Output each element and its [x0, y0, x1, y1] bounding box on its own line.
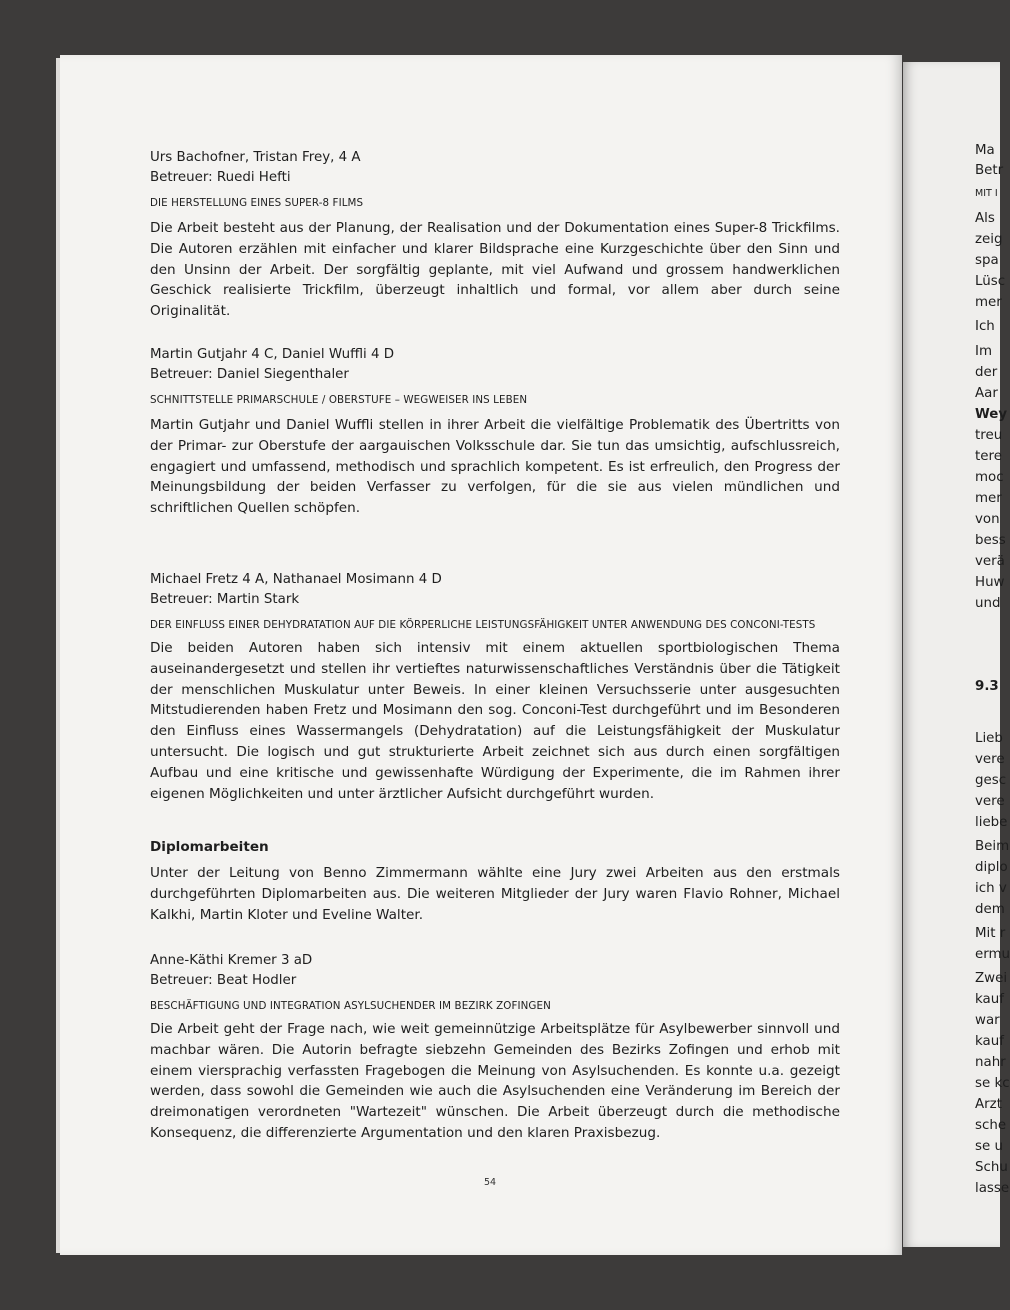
entry-title: DIE HERSTELLUNG EINES SUPER-8 FILMS	[150, 197, 364, 209]
right-page-text-fragment: moc	[975, 470, 1004, 485]
right-page-text-fragment: Wey	[975, 407, 1008, 422]
right-page-text-fragment: Huw	[975, 575, 1005, 590]
entry-title: DER EINFLUSS EINER DEHYDRATATION AUF DIE KÖRPERLICHE LEISTUNGSFÄHIGKEIT UNTER ANWENDUNG DES CONCONI-TESTS	[150, 619, 816, 631]
right-page-text-fragment: kauf	[975, 992, 1004, 1007]
entry-4	[150, 951, 840, 1144]
entry-advisor: Betreuer: Martin Stark	[150, 592, 300, 607]
right-page-text-fragment: nahr	[975, 1055, 1006, 1070]
diplom-section	[150, 837, 840, 925]
right-page-text-fragment: tere	[975, 449, 1002, 464]
right-page-text-fragment: bess	[975, 533, 1006, 548]
right-page-text-fragment: gesc	[975, 773, 1007, 788]
entry-3	[150, 570, 840, 804]
entry-authors: Martin Gutjahr 4 C, Daniel Wuffli 4 D	[150, 347, 395, 362]
right-page-text-fragment: zeig	[975, 232, 1003, 247]
right-page-text-fragment: war	[975, 1013, 1000, 1028]
right-page-text-fragment: ermu	[975, 947, 1010, 962]
right-page-text-fragment: mer	[975, 295, 1002, 310]
entry-advisor: Betreuer: Daniel Siegenthaler	[150, 367, 349, 382]
right-page-text-fragment: MIT I	[975, 188, 998, 199]
entry-advisor: Betreuer: Beat Hodler	[150, 973, 297, 988]
entry-text: Die Arbeit geht der Frage nach, wie weit gemeinnützige Arbeitsplätze für Asylbewerber sinnvoll und machbar wären. Die Autorin befragte siebzehn Gemeinden des Bezirks Zofingen und erhob mit einem viersprachig verfassten Fragebogen die Meinung von Asylsuchenden. Es konnte u.a. gezeigt werden, dass sowohl die Gemeinden wie auch die Asylsuchenden eine Veränderung im Bereich der dreimonatigen verordneten "Wartezeit" wünschen. Die Arbeit überzeugt durch die methodische Konsequenz, die differenzierte Argumentation und den klaren Praxisbezug.	[150, 1021, 840, 1141]
right-page-text-fragment: vere	[975, 794, 1005, 809]
right-page-text-fragment: Schu	[975, 1160, 1008, 1175]
right-page-text-fragment: spa	[975, 253, 999, 268]
right-page-text-fragment: dem	[975, 902, 1005, 917]
right-page-text-fragment: 9.3	[975, 679, 999, 694]
right-page-text-fragment: Arzt	[975, 1097, 1002, 1112]
entry-2	[150, 345, 840, 519]
entry-authors: Anne-Käthi Kremer 3 aD	[150, 953, 313, 968]
right-page-text-fragment: verä	[975, 554, 1005, 569]
entry-title: SCHNITTSTELLE PRIMARSCHULE / OBERSTUFE – WEGWEISER INS LEBEN	[150, 394, 528, 406]
right-page-text-fragment: se u	[975, 1139, 1003, 1154]
right-page-text-fragment: Zwei	[975, 971, 1008, 986]
entry-title: BESCHÄFTIGUNG UND INTEGRATION ASYLSUCHENDER IM BEZIRK ZOFINGEN	[150, 1000, 551, 1012]
entry-text: Die Arbeit besteht aus der Planung, der Realisation und der Dokumentation eines Super-8 Trickfilms. Die Autoren erzählen mit einfacher und klarer Bildsprache eine Kurzgeschichte über den Sinn und den Unsinn der Arbeit. Der sorgfältig geplante, mit viel Aufwand und grossem handwerklichen Geschick realisierte Trickfilm, überzeugt inhaltlich und formal, vor allem aber durch seine Originalität.	[150, 220, 840, 320]
section-heading: Diplomarbeiten	[150, 839, 269, 855]
right-page	[903, 62, 1010, 1247]
entry-authors: Urs Bachofner, Tristan Frey, 4 A	[150, 150, 361, 165]
right-page-text-fragment: Im	[975, 344, 992, 359]
section-text: Unter der Leitung von Benno Zimmermann wählte eine Jury zwei Arbeiten aus den erstmals durchgeführten Diplomarbeiten aus. Die weiteren Mitglieder der Jury waren Flavio Rohner, Michael Kalkhi, Martin Kloter und Eveline Walter.	[150, 865, 840, 923]
right-page-text-fragment: von	[975, 512, 1000, 527]
right-page-text-fragment: Lüsc	[975, 274, 1006, 289]
right-page-text-fragment: diplo	[975, 860, 1008, 875]
right-page-text-fragment: Aar	[975, 386, 998, 401]
entry-authors: Michael Fretz 4 A, Nathanael Mosimann 4 D	[150, 572, 442, 587]
right-page-text-fragment: Lieb	[975, 731, 1003, 746]
right-page-text-fragment: Mit r	[975, 926, 1006, 941]
right-page-text-fragment: Als	[975, 211, 995, 226]
right-page-text-fragment: vere	[975, 752, 1005, 767]
entry-advisor: Betreuer: Ruedi Hefti	[150, 170, 291, 185]
right-page-text-fragment: Ich	[975, 319, 995, 334]
right-page-text-fragment: Ma	[975, 143, 995, 158]
right-page-text-fragment: sche	[975, 1118, 1007, 1133]
right-page-text-fragment: mer	[975, 491, 1002, 506]
page-number: 54	[484, 1177, 497, 1188]
right-page-text-fragment: kauf	[975, 1034, 1004, 1049]
right-page-text-fragment: ich v	[975, 881, 1007, 896]
entry-1	[150, 148, 840, 322]
right-page-text-fragment: und	[975, 596, 1001, 611]
right-page-text-fragment: lasse	[975, 1181, 1010, 1196]
entry-text: Martin Gutjahr und Daniel Wuffli stellen in ihrer Arbeit die vielfältige Problematik des Übertritts von der Primar- zur Oberstufe der aargauischen Volksschule dar. Sie tun das umsichtig, aufschlussreich, engagiert und umfassend, methodisch und sprachlich kompetent. Es ist erfreulich, den Progress der Meinungsbildung der beiden Verfasser zu verfolgen, für die sie aus vielen mündlichen und schriftlichen Quellen schöpfen.	[150, 417, 840, 517]
right-page-text-fragment: Betr	[975, 163, 1004, 178]
right-page-text-fragment: der	[975, 365, 998, 380]
right-page-text-fragment: liebe	[975, 815, 1008, 830]
right-page-text-fragment: Beim	[975, 839, 1010, 854]
right-page-text-fragment: treu	[975, 428, 1003, 443]
entry-text: Die beiden Autoren haben sich intensiv mit einem aktuellen sportbiologischen Thema auseinandergesetzt und stellen ihr vertieftes naturwissenschaftliches Verständnis über die Tätigkeit der menschlichen Muskulatur unter Beweis. In einer kleinen Versuchsserie unter ausgesuchten Mitstudierenden haben Fretz und Mosimann den sog. Conconi-Test durchgeführt und im Besonderen den Einfluss eines Wassermangels (Dehydratation) auf die Leistungsfähigkeit der Muskulatur untersucht. Die logisch und gut strukturierte Arbeit zeichnet sich aus durch einen sorgfältigen Aufbau und eine kritische und gewissenhafte Würdigung der Experimente, die im Rahmen ihrer eigenen Möglichkeiten und unter ärztlicher Aufsicht durchgeführt wurden.	[150, 640, 840, 802]
right-page-text-fragment: se kc	[975, 1076, 1010, 1091]
